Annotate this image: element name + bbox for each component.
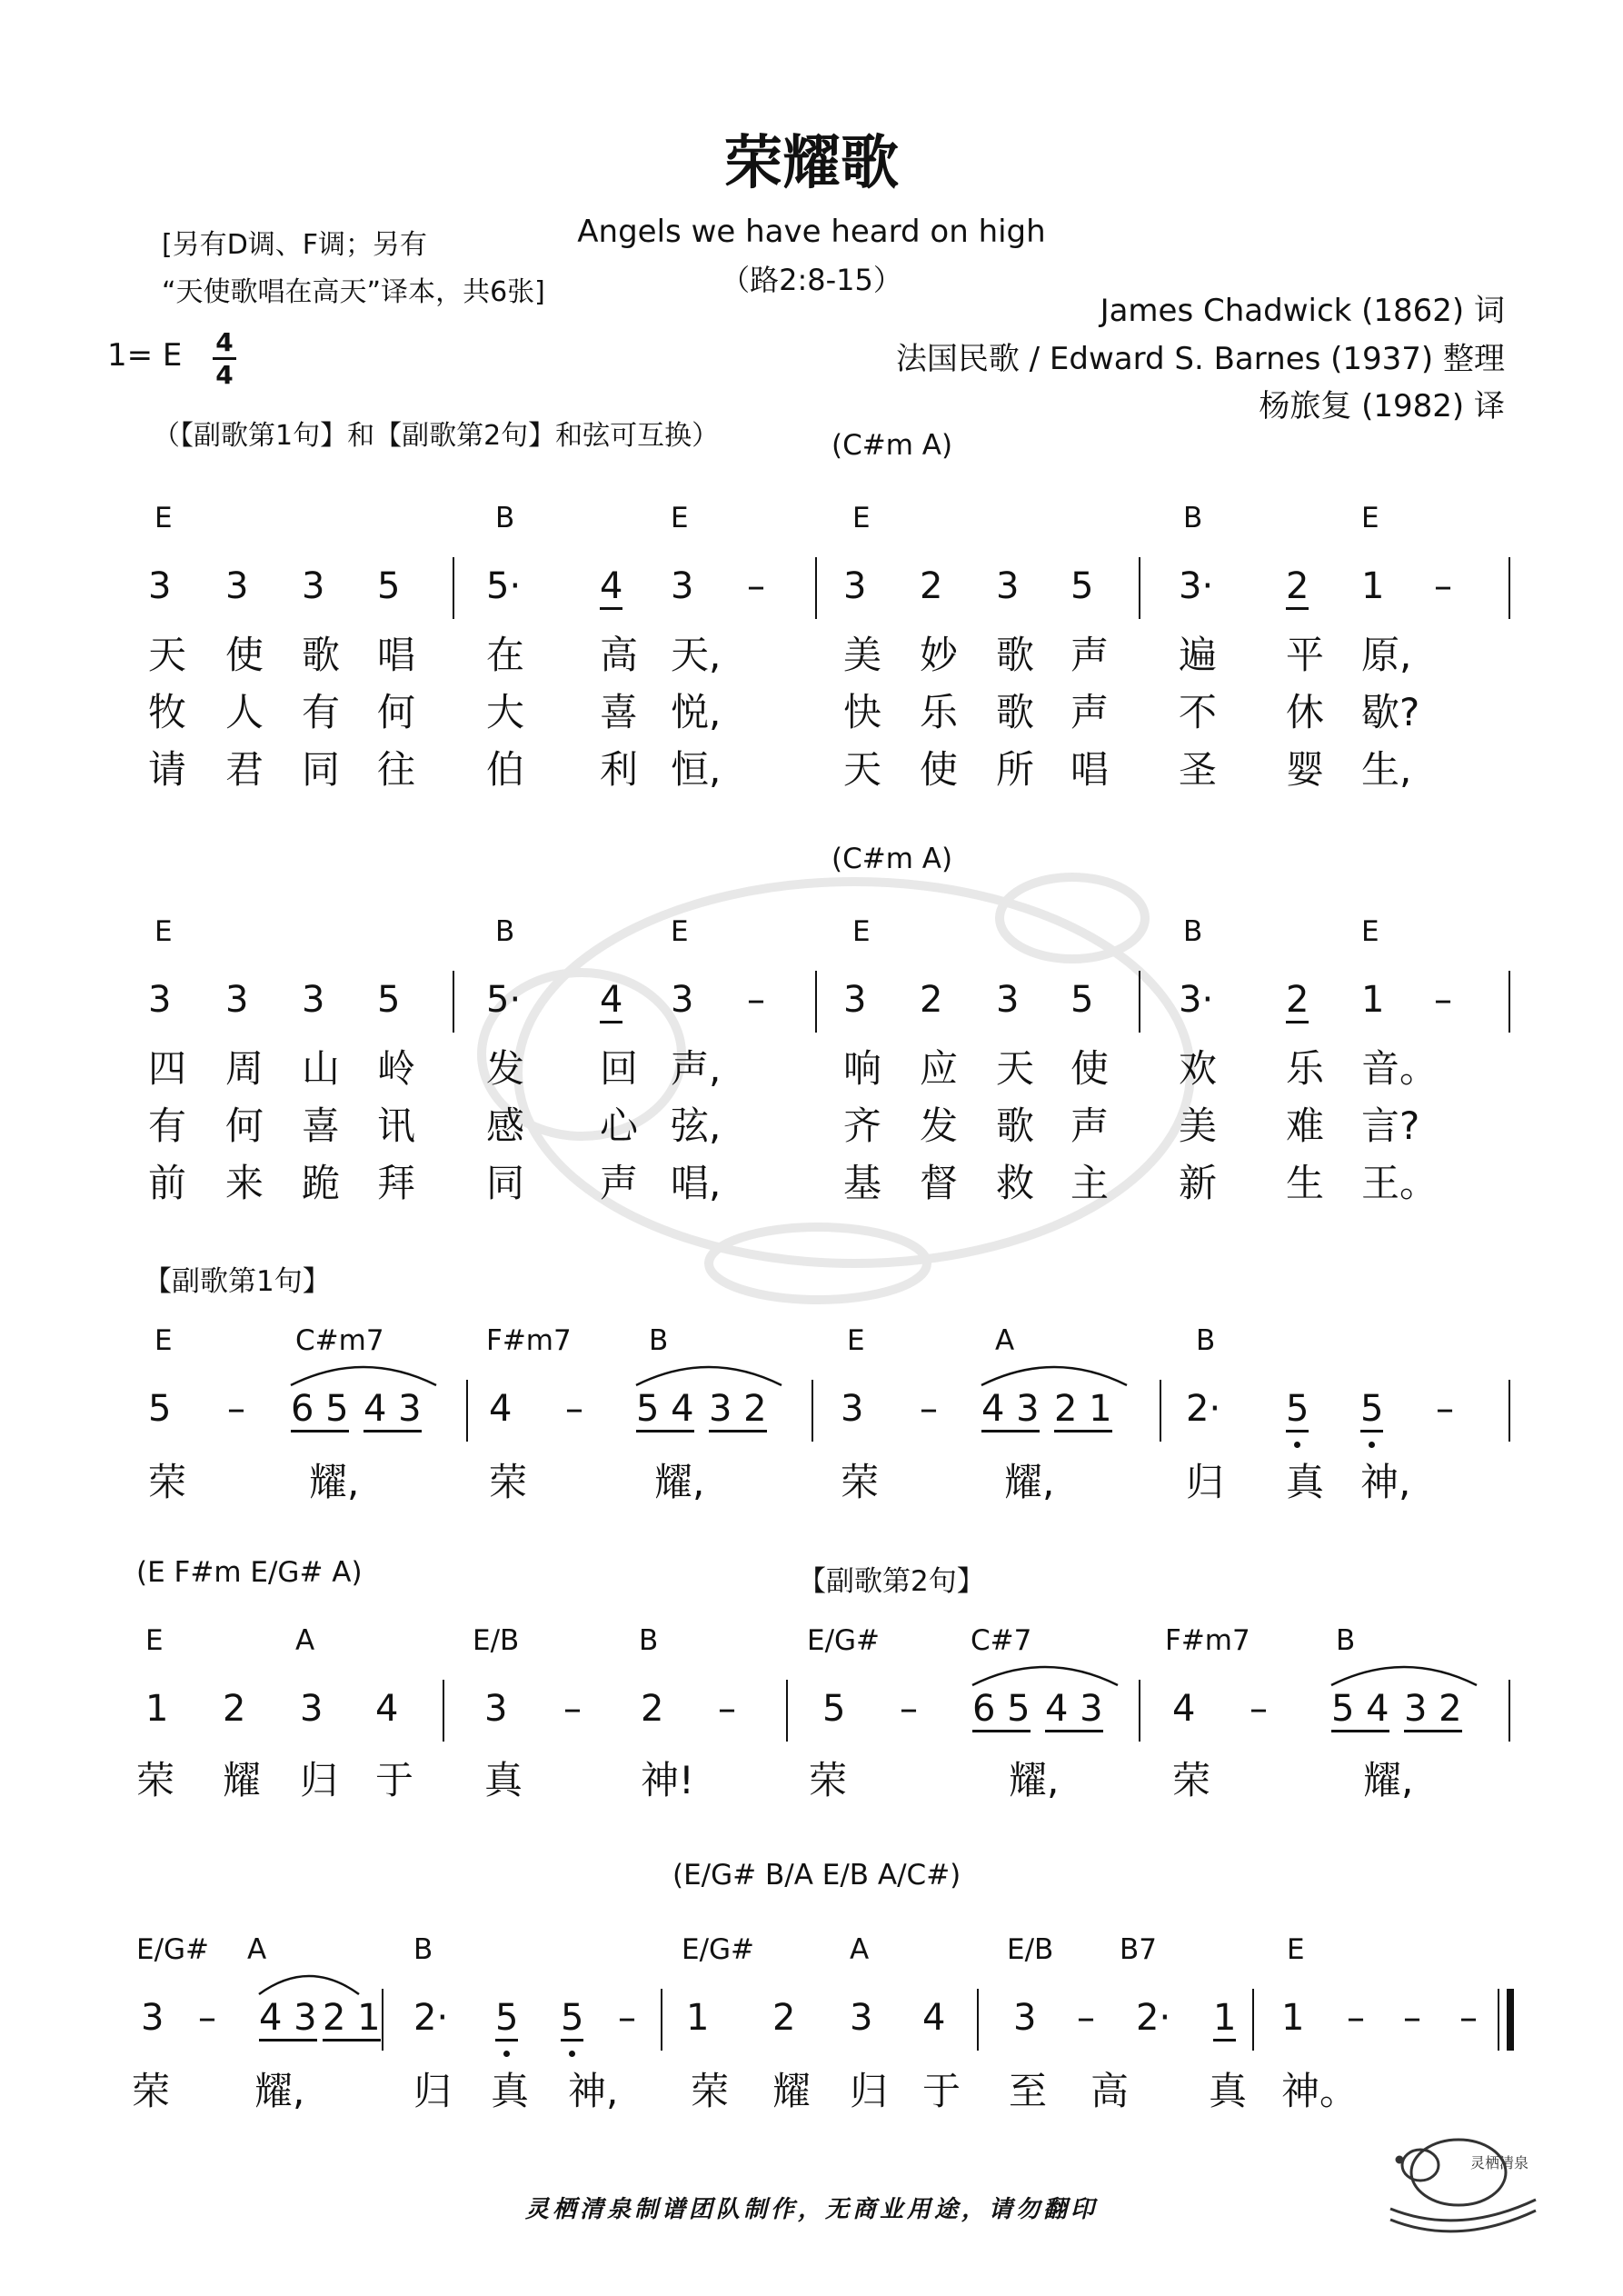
lyric-char: 山 [302, 1046, 341, 1091]
hold-dash: – [227, 1388, 245, 1430]
lyric-char: 音。 [1361, 1046, 1439, 1091]
note: 4 3 [259, 2000, 317, 2041]
lyric-char: 讯 [377, 1103, 416, 1148]
note: 3 [225, 979, 249, 1021]
note: 3 [148, 979, 172, 1021]
note: 4 [922, 1997, 946, 2039]
chord-symbol: B [495, 915, 515, 948]
chord-symbol: B [1196, 1324, 1216, 1357]
chord-symbol: E [145, 1624, 164, 1657]
note: 5 4 [636, 1391, 694, 1433]
lyric-char: 妙 [920, 633, 959, 677]
note: 3 [996, 565, 1020, 607]
lyric-char: 歌 [996, 1103, 1035, 1148]
note: 2 [772, 1997, 796, 2039]
note: 3 [302, 979, 325, 1021]
chord-symbol: E [671, 915, 689, 948]
lyric-char: 督 [920, 1161, 959, 1205]
lyric-char: 声 [1070, 690, 1110, 734]
lyric-char: 遍 [1179, 633, 1218, 677]
credit-translation: 杨旅复 (1982) 译 [1259, 388, 1505, 424]
lyric-char: 唱 [377, 633, 416, 677]
chord-symbol: E [154, 915, 173, 948]
note: 3 [484, 1688, 508, 1730]
lyric-char: 神, [568, 2069, 619, 2113]
lyric-char: 婴 [1286, 747, 1325, 792]
lyric-char: 荣 [148, 1460, 187, 1504]
hold-dash: – [920, 1388, 938, 1430]
chord-symbol: E/G# [136, 1933, 210, 1966]
note: 4 3 [1045, 1691, 1103, 1732]
lyric-char: 耀, [309, 1460, 360, 1504]
lyric-char: 同 [486, 1161, 525, 1205]
note: 4 [489, 1388, 513, 1430]
time-signature-bottom: 4 [215, 360, 234, 391]
lyric-char: 美 [843, 633, 882, 677]
lyric-char: 美 [1179, 1103, 1218, 1148]
chord-symbol: A [850, 1933, 870, 1966]
note: 2 [1286, 568, 1309, 610]
lyric-char: 利 [600, 747, 639, 792]
lyric-char: 基 [843, 1161, 882, 1205]
lyric-char: 真 [1209, 2069, 1248, 2113]
lyric-char: 归 [413, 2069, 453, 2113]
note: 1 [1361, 565, 1385, 607]
lyric-char: 难 [1286, 1103, 1325, 1148]
lyric-char: 往 [377, 747, 416, 792]
lyric-char: 救 [996, 1161, 1035, 1205]
lyric-char: 神。 [1281, 2069, 1359, 2113]
lyric-char: 于 [375, 1758, 414, 1802]
lyric-char: 荣 [132, 2069, 171, 2113]
lyric-char: 荣 [1172, 1758, 1211, 1802]
lyric-char: 何 [377, 690, 416, 734]
lyric-char: 不 [1179, 690, 1218, 734]
note: 2· [1136, 1997, 1171, 2039]
chord-symbol: E/B [1007, 1933, 1054, 1966]
lyric-char: 喜 [600, 690, 639, 734]
lyric-char: 生, [1361, 747, 1412, 792]
chord-symbol: C#m7 [295, 1324, 384, 1357]
lyric-char: 感 [486, 1103, 525, 1148]
lyric-char: 至 [1009, 2069, 1048, 2113]
song-subtitle: Angels we have heard on high [577, 214, 1046, 250]
chord-symbol: A [995, 1324, 1015, 1357]
lyric-char: 欢 [1179, 1046, 1218, 1091]
lyric-char: 在 [486, 633, 525, 677]
lyric-char: 有 [148, 1103, 187, 1148]
note: 3 [843, 565, 867, 607]
note: 3 [1013, 1997, 1037, 2039]
lyric-char: 拜 [377, 1161, 416, 1205]
note: 2 [641, 1688, 664, 1730]
hold-dash: – [1459, 1997, 1478, 2039]
lyric-char: 前 [148, 1161, 187, 1205]
chord-symbol: B [1183, 915, 1203, 948]
lyric-char: 于 [922, 2069, 961, 2113]
lyric-char: 新 [1179, 1161, 1218, 1205]
lyric-char: 声 [600, 1161, 639, 1205]
lyric-char: 伯 [486, 747, 525, 792]
note: 4 3 [981, 1391, 1040, 1433]
note: 5 [1070, 565, 1094, 607]
version-note-line1: [另有D调、F调；另有 [162, 229, 428, 261]
note: 3 [996, 979, 1020, 1021]
lyric-char: 天 [996, 1046, 1035, 1091]
version-note-line2: “天使歌唱在高天”译本，共6张] [162, 276, 545, 308]
lyric-char: 耀 [772, 2069, 812, 2113]
chord-symbol: E [852, 502, 871, 534]
note: 3 [300, 1688, 324, 1730]
note: 5 [148, 1388, 172, 1430]
note: 3 [843, 979, 867, 1021]
hold-dash: – [1436, 1388, 1454, 1430]
lyric-char: 心 [600, 1103, 639, 1148]
lyric-char: 回 [600, 1046, 639, 1091]
note: 4 [1172, 1688, 1196, 1730]
lyric-char: 真 [491, 2069, 530, 2113]
lyric-char: 高 [1090, 2069, 1130, 2113]
lyric-char: 耀, [654, 1460, 705, 1504]
lyric-char: 悦, [671, 690, 722, 734]
lyric-char: 所 [996, 747, 1035, 792]
lyric-char: 平 [1286, 633, 1325, 677]
lyric-char: 王。 [1361, 1161, 1439, 1205]
lyric-char: 天, [671, 633, 722, 677]
lyric-char: 发 [486, 1046, 525, 1091]
chord-symbol: F#m7 [486, 1324, 572, 1357]
hold-dash: – [1434, 565, 1452, 607]
chord-symbol: A [295, 1624, 315, 1657]
note: 2 [223, 1688, 246, 1730]
section-label: 【副歌第1句】 [144, 1265, 331, 1298]
hold-dash: – [747, 565, 765, 607]
key-signature: 1= E [107, 337, 183, 374]
note: 4 3 [363, 1391, 422, 1433]
hold-dash: – [618, 1997, 636, 2039]
note: 3 [225, 565, 249, 607]
lyric-char: 弦, [671, 1103, 722, 1148]
alternate-chords: (E/G# B/A E/B A/C#) [672, 1859, 961, 1892]
chorus-chord-note: （【副歌第1句】和【副歌第2句】和弦可互换） [153, 420, 720, 452]
lyric-char: 歌 [302, 633, 341, 677]
lyric-char: 乐 [1286, 1046, 1325, 1091]
lyric-char: 应 [920, 1046, 959, 1091]
chord-symbol: B [413, 1933, 433, 1966]
lyric-char: 人 [225, 690, 264, 734]
lyric-char: 荣 [489, 1460, 528, 1504]
lyric-char: 声, [671, 1046, 722, 1091]
note: 1 [145, 1688, 169, 1730]
chord-symbol: C#7 [971, 1624, 1032, 1657]
note: 1 [686, 1997, 710, 2039]
lyric-char: 来 [225, 1161, 264, 1205]
chord-symbol: E [1361, 915, 1379, 948]
lyric-char: 耀, [254, 2069, 305, 2113]
note: 2 [1286, 982, 1309, 1023]
lyric-char: 荣 [136, 1758, 175, 1802]
lyric-char: 神, [1360, 1460, 1411, 1504]
note: 1 [1361, 979, 1385, 1021]
note: 5 [1360, 1391, 1383, 1433]
lyric-char: 四 [148, 1046, 187, 1091]
chord-symbol: E [852, 915, 871, 948]
chord-symbol: A [247, 1933, 267, 1966]
note: 6 5 [291, 1391, 349, 1433]
hold-dash: – [198, 1997, 216, 2039]
chord-symbol: B [495, 502, 515, 534]
note: 2 [920, 565, 943, 607]
hold-dash: – [1077, 1997, 1095, 2039]
lyric-char: 使 [1070, 1046, 1110, 1091]
lyric-char: 响 [843, 1046, 882, 1091]
note: 2 1 [1054, 1391, 1112, 1433]
lyric-char: 天 [148, 633, 187, 677]
lyric-char: 大 [486, 690, 525, 734]
lyric-char: 使 [920, 747, 959, 792]
hold-dash: – [1403, 1997, 1421, 2039]
lyric-char: 君 [225, 747, 264, 792]
note: 4 [600, 982, 622, 1023]
chord-symbol: E/G# [682, 1933, 755, 1966]
hold-dash: – [563, 1688, 582, 1730]
chord-symbol: B [1183, 502, 1203, 534]
section-label: 【副歌第2句】 [798, 1565, 985, 1598]
note: 5· [486, 565, 522, 607]
logo-text: 灵栖清泉 [1470, 2154, 1529, 2171]
lyric-char: 喜 [302, 1103, 341, 1148]
lyric-char: 神! [641, 1758, 694, 1802]
scripture-reference: （路2:8-15） [721, 263, 902, 297]
alternate-chords: (C#m A) [831, 843, 953, 875]
hold-dash: – [900, 1688, 918, 1730]
note: 5 [822, 1688, 846, 1730]
hold-dash: – [747, 979, 765, 1021]
chord-symbol: E [154, 1324, 173, 1357]
note: 6 5 [972, 1691, 1031, 1732]
lyric-char: 使 [225, 633, 264, 677]
lyric-char: 圣 [1179, 747, 1218, 792]
lyric-char: 耀 [223, 1758, 262, 1802]
lyric-char: 何 [225, 1103, 264, 1148]
chord-symbol: E [154, 502, 173, 534]
time-signature-top: 4 [215, 327, 234, 357]
lyric-char: 唱 [1070, 747, 1110, 792]
note: 5 [1070, 979, 1094, 1021]
lyric-char: 请 [148, 747, 187, 792]
note: 2· [1186, 1388, 1221, 1430]
lyric-char: 齐 [843, 1103, 882, 1148]
note: 5 [377, 979, 401, 1021]
chord-symbol: B [1336, 1624, 1356, 1657]
note: 2 [920, 979, 943, 1021]
lyric-char: 声 [1070, 633, 1110, 677]
lyric-char: 周 [225, 1046, 264, 1091]
lyric-char: 耀, [1009, 1758, 1060, 1802]
hold-dash: – [718, 1688, 736, 1730]
note: 3 [671, 565, 694, 607]
lyric-char: 歇? [1361, 690, 1420, 734]
lyric-char: 有 [302, 690, 341, 734]
lyric-char: 牧 [148, 690, 187, 734]
lyric-char: 跪 [302, 1161, 341, 1205]
lyric-char: 声 [1070, 1103, 1110, 1148]
note: 5 [561, 2000, 583, 2041]
note: 4 [375, 1688, 399, 1730]
lyric-char: 言? [1361, 1103, 1420, 1148]
note: 3 [841, 1388, 864, 1430]
note: 4 [600, 568, 622, 610]
lyric-char: 发 [920, 1103, 959, 1148]
hold-dash: – [1434, 979, 1452, 1021]
note: 5 [377, 565, 401, 607]
lyric-char: 快 [843, 690, 882, 734]
note: 2 1 [323, 2000, 381, 2041]
lyric-char: 荣 [691, 2069, 730, 2113]
chord-symbol: E [671, 502, 689, 534]
note: 3 2 [1404, 1691, 1462, 1732]
hold-dash: – [1250, 1688, 1268, 1730]
lyric-char: 荣 [841, 1460, 880, 1504]
note: 3 [148, 565, 172, 607]
lyric-char: 归 [1186, 1460, 1225, 1504]
note: 5 [1286, 1391, 1309, 1433]
lyric-char: 休 [1286, 690, 1325, 734]
chord-symbol: E [1287, 1933, 1305, 1966]
lyric-char: 真 [484, 1758, 523, 1802]
lyric-char: 耀, [1363, 1758, 1414, 1802]
footer-note: 灵栖清泉制谱团队制作，无商业用途，请勿翻印 [524, 2196, 1098, 2223]
lyric-char: 归 [300, 1758, 339, 1802]
note: 3 [850, 1997, 873, 2039]
note: 3 [671, 979, 694, 1021]
chord-symbol: B [639, 1624, 659, 1657]
lyric-char: 主 [1070, 1161, 1110, 1205]
note: 3· [1179, 979, 1214, 1021]
lyric-char: 真 [1286, 1460, 1325, 1504]
lyric-char: 同 [302, 747, 341, 792]
lyric-char: 乐 [920, 690, 959, 734]
chord-symbol: E/G# [807, 1624, 881, 1657]
chord-symbol: B7 [1120, 1933, 1157, 1966]
lyric-char: 高 [600, 633, 639, 677]
credit-music: 法国民歌 / Edward S. Barnes (1937) 整理 [895, 341, 1505, 377]
chord-symbol: B [649, 1324, 669, 1357]
lyric-char: 恒, [671, 747, 722, 792]
lyric-char: 歌 [996, 690, 1035, 734]
credit-lyrics: James Chadwick (1862) 词 [1100, 293, 1505, 329]
alternate-chords: (C#m A) [831, 429, 953, 462]
chord-symbol: F#m7 [1165, 1624, 1250, 1657]
note: 5 [495, 2000, 518, 2041]
lyric-char: 耀, [1004, 1460, 1055, 1504]
chord-symbol: E [1361, 502, 1379, 534]
alternate-chords: (E F#m E/G# A) [136, 1556, 363, 1589]
note: 2· [413, 1997, 449, 2039]
lyric-char: 唱, [671, 1161, 722, 1205]
lyric-char: 歌 [996, 633, 1035, 677]
song-title: 荣耀歌 [724, 130, 899, 197]
note: 5 4 [1331, 1691, 1389, 1732]
note: 3· [1179, 565, 1214, 607]
lyric-char: 归 [850, 2069, 889, 2113]
lyric-char: 生 [1286, 1161, 1325, 1205]
note: 3 [302, 565, 325, 607]
note: 1 [1281, 1997, 1305, 2039]
note: 3 2 [709, 1391, 767, 1433]
lyric-char: 岭 [377, 1046, 416, 1091]
hold-dash: – [565, 1388, 583, 1430]
note: 1 [1213, 2000, 1236, 2041]
chord-symbol: E [847, 1324, 865, 1357]
lyric-char: 原, [1361, 633, 1412, 677]
chord-symbol: E/B [473, 1624, 520, 1657]
hold-dash: – [1347, 1997, 1365, 2039]
lyric-char: 荣 [809, 1758, 848, 1802]
note: 3 [141, 1997, 164, 2039]
lyric-char: 天 [843, 747, 882, 792]
note: 5· [486, 979, 522, 1021]
